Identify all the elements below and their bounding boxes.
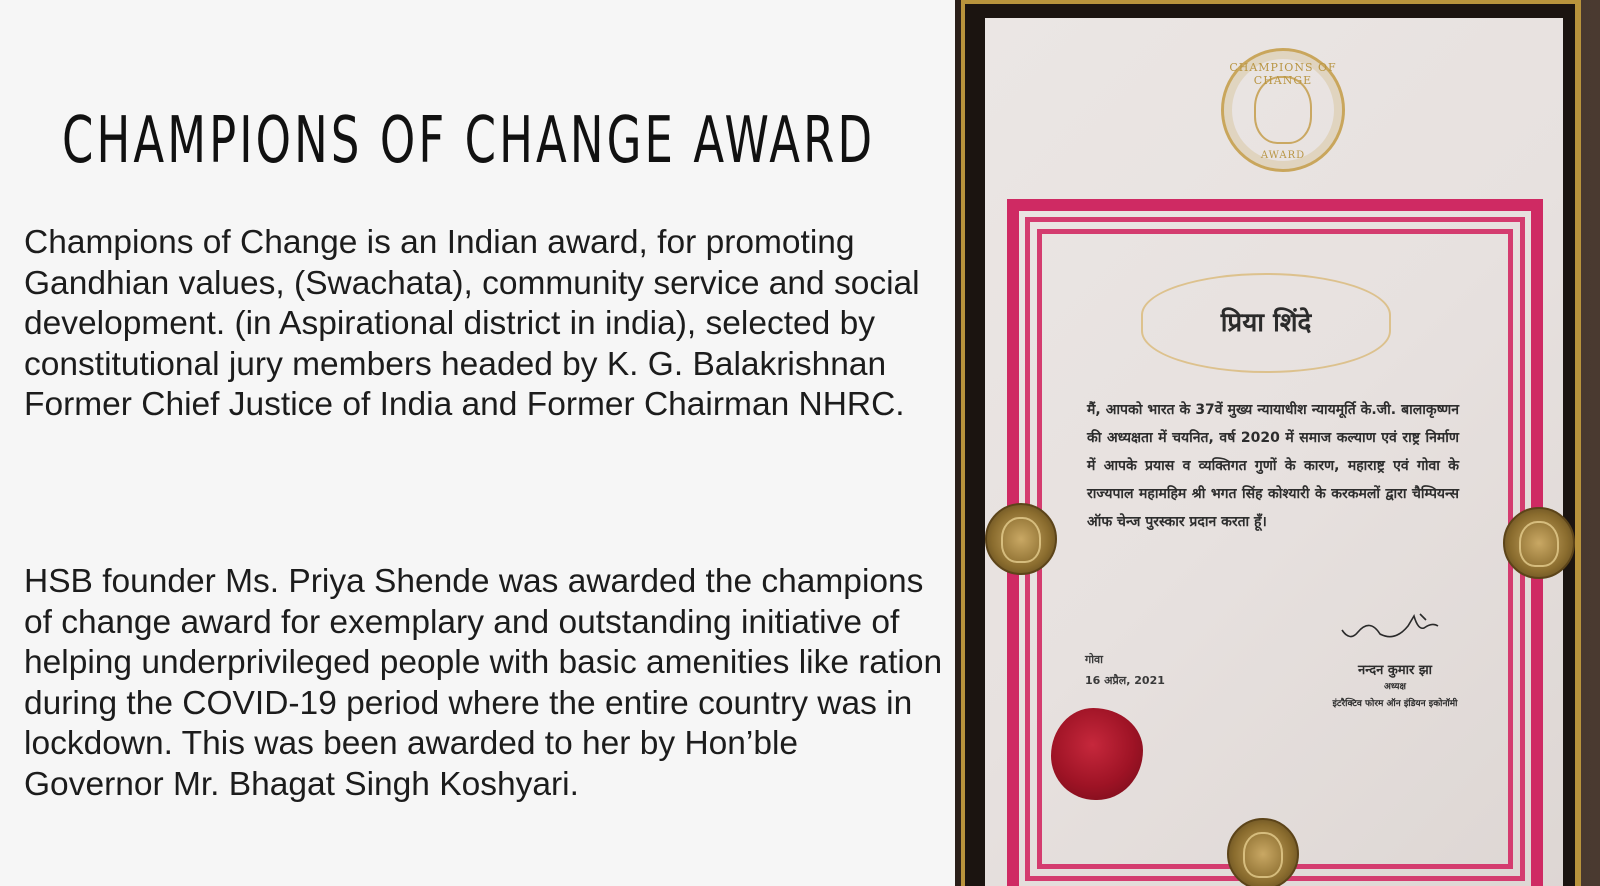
certificate-place: गोवा	[1085, 653, 1104, 666]
award-recipient-description: HSB founder Ms. Priya Shende was awarded the champions of change award for exemplary and outstanding initiative of helping underprivileged people with basic amenities like ration during the COVID-19 period where the entire country was in lockdown. This was been awarded to her by Hon’ble Governor Mr. Bhagat Singh Koshyari.	[24, 563, 943, 803]
medal-right-icon	[1503, 507, 1575, 579]
signature	[1340, 608, 1450, 648]
signatory-title: अध्यक्ष	[1384, 682, 1406, 692]
recipient-name: प्रिया शिंदे	[1220, 308, 1312, 338]
signatory-name: नन्दन कुमार झा	[1357, 663, 1433, 678]
certificate-date: 16 अप्रैल, 2021	[1085, 674, 1165, 687]
picture-frame	[961, 0, 1581, 886]
award-emblem-logo	[1221, 48, 1345, 172]
award-description: Champions of Change is an Indian award, for promoting Gandhian values, (Swachata), community service and social development. (in Aspirational district in india), selected by constitutional jury members headed by K. G. Balakrishnan Former Chief Justice of India and Former Chairman NHRC.	[24, 224, 920, 423]
emblem-bottom-text: AWARD	[1260, 150, 1306, 161]
certificate-photo	[955, 0, 1600, 886]
signatory-organization: इंटरैक्टिव फोरम ऑन इंडियन इकोनॉमी	[1332, 699, 1458, 709]
certificate-body: मैं, आपको भारत के 37वें मुख्य न्यायाधीश न्यायमूर्ति के.जी. बालाकृष्णन की अध्यक्षता में चयनित, वर्ष 2020 में समाज कल्याण एवं राष्ट्र निर्माण में आपके प्रयास व व्यक्तिगत गुणों के कारण, महाराष्ट्र एवं गोवा के राज्यपाल महामहिम श्री भगत सिंह कोश्यारी के करकमलों द्वारा चैम्पियन्स ऑफ चेन्ज पुरस्कार प्रदान करता हूँ।	[1087, 402, 1459, 530]
medal-bottom-icon	[1227, 818, 1299, 886]
emblem-top-text: CHAMPIONS OF CHANGE	[1229, 61, 1337, 87]
certificate	[985, 18, 1563, 886]
medal-left-icon	[985, 503, 1057, 575]
page-title: CHAMPIONS OF CHANGE AWARD	[62, 104, 876, 178]
